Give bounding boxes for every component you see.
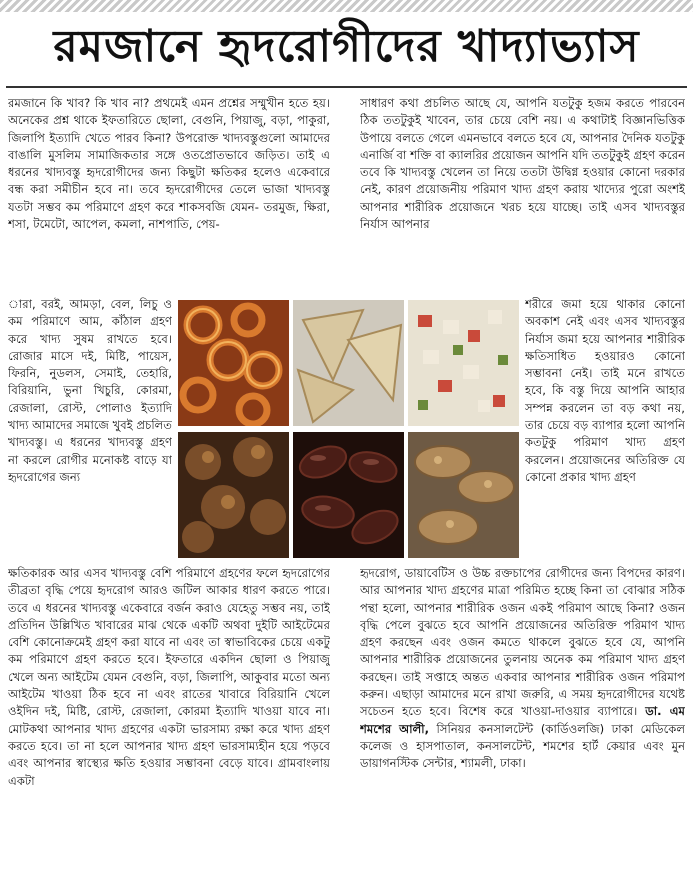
article-column-left-narrow	[8, 296, 172, 564]
fruit-salad-photo-icon	[408, 300, 519, 426]
article-column-right-top	[360, 95, 685, 294]
author-credentials: সিনিয়র কনসালটেন্ট (কার্ডিওলজি) ঢাকা মেডিকেল কলেজ ও হাসপাতাল, কনসালটেন্ট, শমশের হার্ট কেয়ার এবং মুন ডায়াগনস্টিক সেন্টার, শ্যামলী, ঢাকা।	[360, 721, 685, 771]
paragraph-text: হৃদরোগ, ডায়াবেটিস ও উচ্চ রক্তচাপের রোগীদের জন্য বিপদের কারণ। আর আপনার খাদ্য গ্রহণের মাত্রা পরিমিত হচ্ছে কিনা তা বোঝার সঠিক পন্থা হলো, আপনার শারীরিক ওজন একই পরিমাণ আছে কিনা? ওজন বৃদ্ধি পেলে বুঝতে হবে আপনি প্রয়োজনের অতিরিক্ত পরিমাণ খাদ্য গ্রহণ করছেন এবং ওজন কমতে থাকলে বুঝতে হবে যে, আপনি আপনার শারীরিক প্রয়োজনের তুলনায় অনেক কম পরিমাণ খাদ্য গ্রহণ করছেন। তাই সপ্তাহে অন্তত একবার আপনার শারীরিক ওজন পরিমাপ করুন। এছাড়া আমাদের মনে রাখা জরুরি, এ সময় হৃদরোগীদের যথেষ্ট সচেতন হতে হবে। বিশেষ করে খাওয়া-দাওয়ার ব্যাপারে।	[360, 566, 685, 719]
paragraph: ারা, বরই, আমড়া, বেল, লিচু ও কম পরিমাণে আম, কাঁঠাল গ্রহণ করে খাদ্য সুষম রাখতে হবে। রোজার মাসে দই, মিষ্টি, পায়েস, ফিরনি, নুডলস, সেমাই, তেহারি, বিরিয়ানি, ভুনা খিচুরি, কোরমা, রেজালা, রোস্ট, পোলাও ইত্যাদি খাদ্য আমাদের সমাজে খুবই প্রচলিত খাদ্যবস্তু। এ ধরনের খাদ্যবস্তু গ্রহণ না করলে রোগীর মনোকষ্ট বাড়ে যা হৃদরোগের জন্য	[8, 297, 172, 484]
food-photo-grid	[178, 300, 520, 562]
samosa-photo-icon	[293, 300, 404, 426]
article-column-bottom-left	[8, 565, 330, 868]
article-column-left-top	[8, 95, 330, 294]
paragraph: রমজানে কি খাব? কি খাব না? প্রথমেই এমন প্রশ্নের সম্মুখীন হতে হয়। অনেকের প্রশ্ন থাকে ইফতারিতে ছোলা, বেগুনি, পিয়াজু, বড়া, পাকুরা, জিলাপি ইত্যাদি খেতে পারব কিনা? উপরোক্ত খাদ্যবস্তুগুলো আমাদের বাঙালি মুসলিম সামাজিকতার সঙ্গে ওতপ্রোতভাবে জড়িত। তাই এ ধরনের খাদ্যবস্তু হৃদরোগীদের জন্য কিছুটা ক্ষতিকর হলেও একেবারে বন্ধ করা সমীচীন হবে না। তবে হৃদরোগীদের তেলে ভাজা খাদ্যবস্তু যতটা সম্ভব কম পরিমাণে গ্রহণ করে শাকসবজি যেমন- তরমুজ, ক্ষিরা, শসা, টমেটো, আপেল, কমলা, নাশপাতি, পেয়-	[8, 96, 330, 232]
paragraph: ক্ষতিকারক আর এসব খাদ্যবস্তু বেশি পরিমাণে গ্রহণের ফলে হৃদরোগের তীব্রতা বৃদ্ধি পেয়ে হৃদরোগ আরও জটিল আকার ধারণ করতে পারে। তবে এ ধরনের খাদ্যবস্তু একেবারে বর্জন করাও যেহেতু সম্ভব নয়, তাই প্রতিদিন উল্লিখিত খাবারের মাঝ থেকে একটি অথবা দুইটি আইটেমের বেশি কোনোক্রমেই গ্রহণ করা যাবে না এবং তা স্বাভাবিকের চেয়ে একটু কম পরিমাণে গ্রহণ করতে হবে। ইফতারে একদিন ছোলা ও পিয়াজু খেলে অন্য আইটেম যেমন বেগুনি, বড়া, জিলাপি, আকুবার মতো অন্য আইটেম খাওয়া ঠিক হবে না এবং রাতের খাবারে বিরিয়ানি খেলে ওইদিন দই, মিষ্টি, রোস্ট, রেজালা, কোরমা ইত্যাদি খাওয়া যাবে না। মোটকথা আপনার খাদ্য গ্রহণের একটা ভারসাম্য রক্ষা করে খাদ্য গ্রহণ করতে হবে। তা না হলে আপনার খাদ্য গ্রহণ ভারসাম্যহীন হয়ে পড়বে এবং আপনার স্বাস্থ্যের ক্ষতি হওয়ার সম্ভাবনা বেড়ে যাবে। গ্রামবাংলায় একটা	[8, 566, 330, 788]
article-column-right-narrow	[525, 296, 685, 564]
paragraph: সাধারণ কথা প্রচলিত আছে যে, আপনি যতটুকু হজম করতে পারবেন ঠিক ততটুকুই খাবেন, তার চেয়ে বেশি নয়। এ কথাটাই বিজ্ঞানভিত্তিক উপায়ে বলতে গেলে এমনভাবে বলতে হবে যে, আপনার দৈনিক যতটুকু এনার্জি বা শক্তি বা ক্যালরির প্রয়োজন আপনি যদি ততটুকুই গ্রহণ করেন তবে কি খাদ্যবস্তু খেলেন তা নিয়ে ততটা উদ্বিগ্ন হওয়ার কোনো দরকার নেই, কারণ প্রয়োজনীয় পরিমাণ খাদ্য গ্রহণ করায় খাদ্যের পুরো অংশই আপনার শারীরিক প্রয়োজনে খরচ হয়ে যাচ্ছে। তাই এসব খাদ্যবস্তুর নির্যাস আপনার	[360, 96, 685, 232]
paragraph	[360, 565, 685, 773]
headline-rule	[6, 86, 687, 88]
author-name: ডা. এম শমশের আলী,	[360, 704, 685, 736]
dates-photo-icon	[293, 432, 404, 558]
paragraph: শরীরে জমা হয়ে থাকার কোনো অবকাশ নেই এবং এসব খাদ্যবস্তুর নির্যাস জমা হয়ে আপনার শারীরিক ক্ষতিসাধিত হওয়ারও কোনো সম্ভাবনা নেই। তাই মনে রাখতে হবে, কি বস্তু দিয়ে আপনি আহার সম্পন্ন করলেন তা বড় কথা নয়, তার চেয়ে বড় ব্যাপার হলো আপনি কতটুকু পরিমাণ খাদ্য গ্রহণ করলেন। প্রয়োজনের অতিরিক্ত যে কোনো প্রকার খাদ্য গ্রহণ	[525, 297, 685, 484]
article-column-bottom-right	[360, 565, 685, 868]
headline: রমজানে হৃদরোগীদের খাদ্যাভ্যাস	[53, 21, 640, 72]
beguni-photo-icon	[408, 432, 519, 558]
fried-pakora-photo-icon	[178, 432, 289, 558]
jalebi-photo-icon	[178, 300, 289, 426]
